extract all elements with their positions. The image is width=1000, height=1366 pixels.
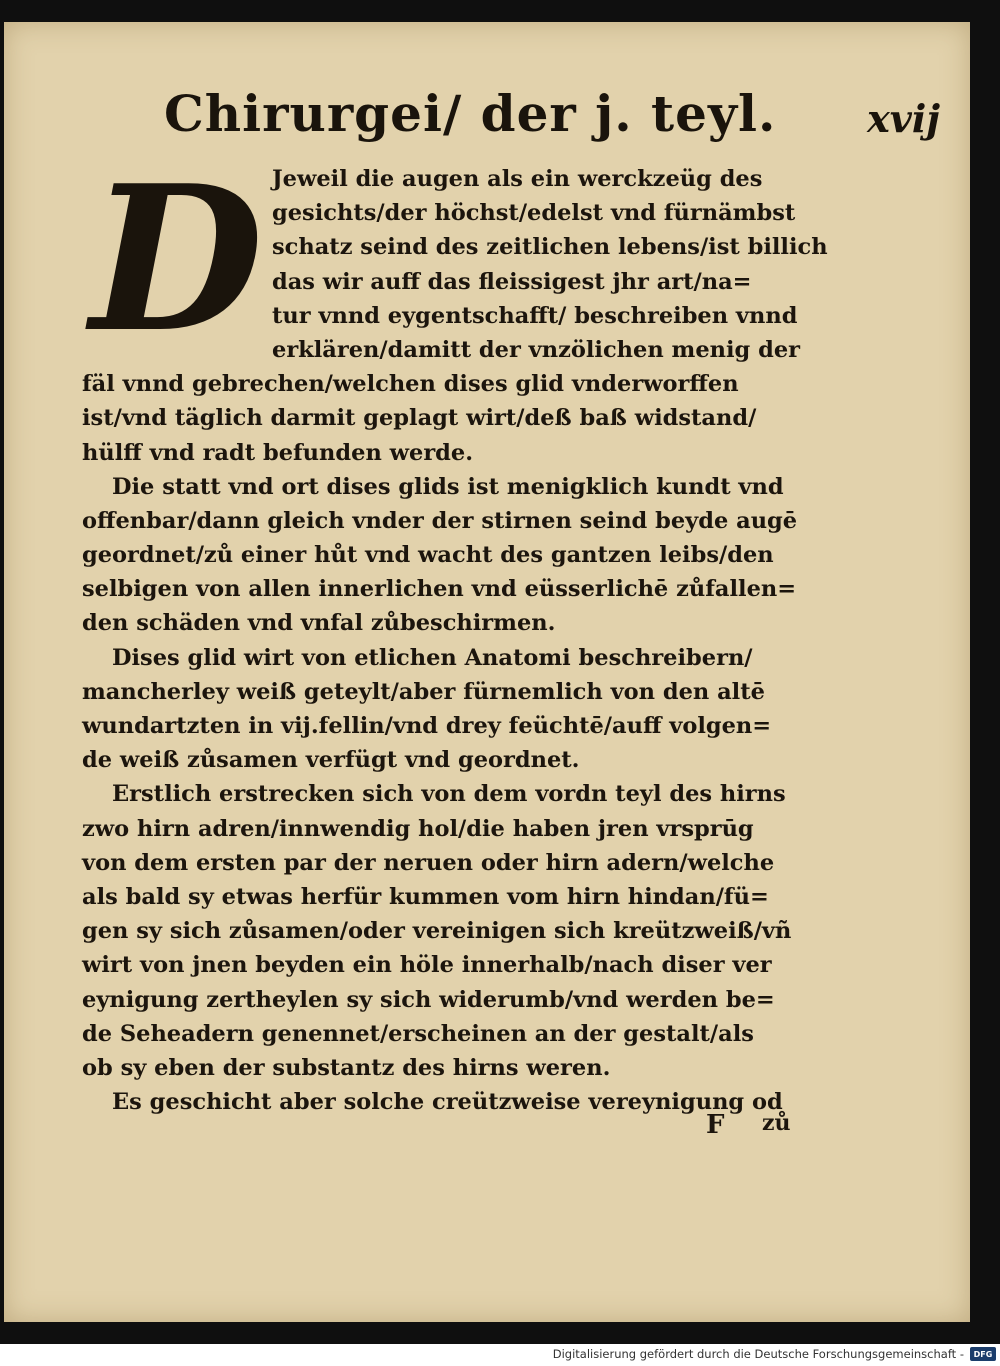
text-line: Die statt vnd ort dises glids ist menigklich kundt vnd: [112, 473, 784, 500]
text-line: ist/vnd täglich darmit geplagt wirt/deß baß widstand/: [82, 405, 757, 432]
page-header: [164, 74, 940, 164]
text-line: selbigen von allen innerlichen vnd eüsserlichē zůfallen=: [82, 576, 797, 603]
running-head: Chirurgei/ der j. teyl.: [164, 84, 777, 143]
text-line: Jeweil die augen als ein werckzeüg des: [272, 166, 763, 192]
text-line: Dises glid wirt von etlichen Anatomi beschreibern/: [112, 644, 753, 671]
text-line: tur vnnd eygentschafft/ beschreiben vnnd: [272, 302, 798, 329]
text-line: de weiß zůsamen verfügt vnd geordnet.: [82, 747, 580, 774]
text-line: geordnet/zů einer hůt vnd wacht des gantzen leibs/den: [82, 542, 774, 569]
text-line: das wir auff das fleissigest jhr art/na=: [272, 268, 752, 295]
text-line: wirt von jnen beyden ein höle innerhalb/nach diser ver: [82, 952, 772, 979]
initial-letter: D: [90, 142, 264, 377]
folio-number: xvij: [867, 96, 940, 141]
text-line: hülff vnd radt befunden werde.: [82, 439, 474, 466]
text-line: schatz seind des zeitlichen lebens/ist billich: [272, 234, 828, 261]
text-line: erklären/damitt der vnzölichen menig der: [272, 336, 801, 363]
book-page: [4, 22, 970, 1322]
text-line: Es geschicht aber solche creützweise vereynigung od: [112, 1089, 783, 1116]
catchword: zů: [762, 1110, 791, 1136]
text-line: offenbar/dann gleich vnder der stirnen seind beyde augē: [82, 507, 798, 534]
text-line: den schäden vnd vnfal zůbeschirmen.: [82, 610, 556, 637]
text-line: mancherley weiß geteylt/aber fürnemlich von den altē: [82, 678, 765, 705]
text-line: ob sy eben der substantz des hirns weren.: [82, 1054, 611, 1081]
text-line: eynigung zertheylen sy sich widerumb/vnd werden be=: [82, 986, 775, 1013]
footer-text: Digitalisierung gefördert durch die Deutsche Forschungsgemeinschaft -: [552, 1347, 964, 1361]
signature-mark: F: [706, 1110, 725, 1140]
text-line: de Seheadern genennet/erscheinen an der gestalt/als: [82, 1020, 754, 1047]
text-line: Erstlich erstrecken sich von dem vordn teyl des hirns: [112, 781, 786, 808]
text-line: wundartzten in vij.fellin/vnd drey feüchtē/auff volgen=: [82, 713, 772, 739]
dfg-logo: DFG: [970, 1347, 996, 1361]
text-line: als bald sy etwas herfür kummen vom hirn hindan/fü=: [82, 883, 769, 910]
text-line: zwo hirn adren/innwendig hol/die haben jren vrsprūg: [82, 815, 754, 842]
text-line: von dem ersten par der neruen oder hirn adern/welche: [82, 849, 775, 876]
digitization-footer: [553, 1344, 996, 1364]
body-text: [82, 142, 828, 1119]
text-line: gen sy sich zůsamen/oder vereinigen sich kreützweiß/vñ: [82, 918, 792, 945]
text-line: fäl vnnd gebrechen/welchen dises glid vnderworffen: [82, 371, 739, 398]
text-line: gesichts/der höchst/edelst vnd fürnämbst: [272, 200, 796, 227]
